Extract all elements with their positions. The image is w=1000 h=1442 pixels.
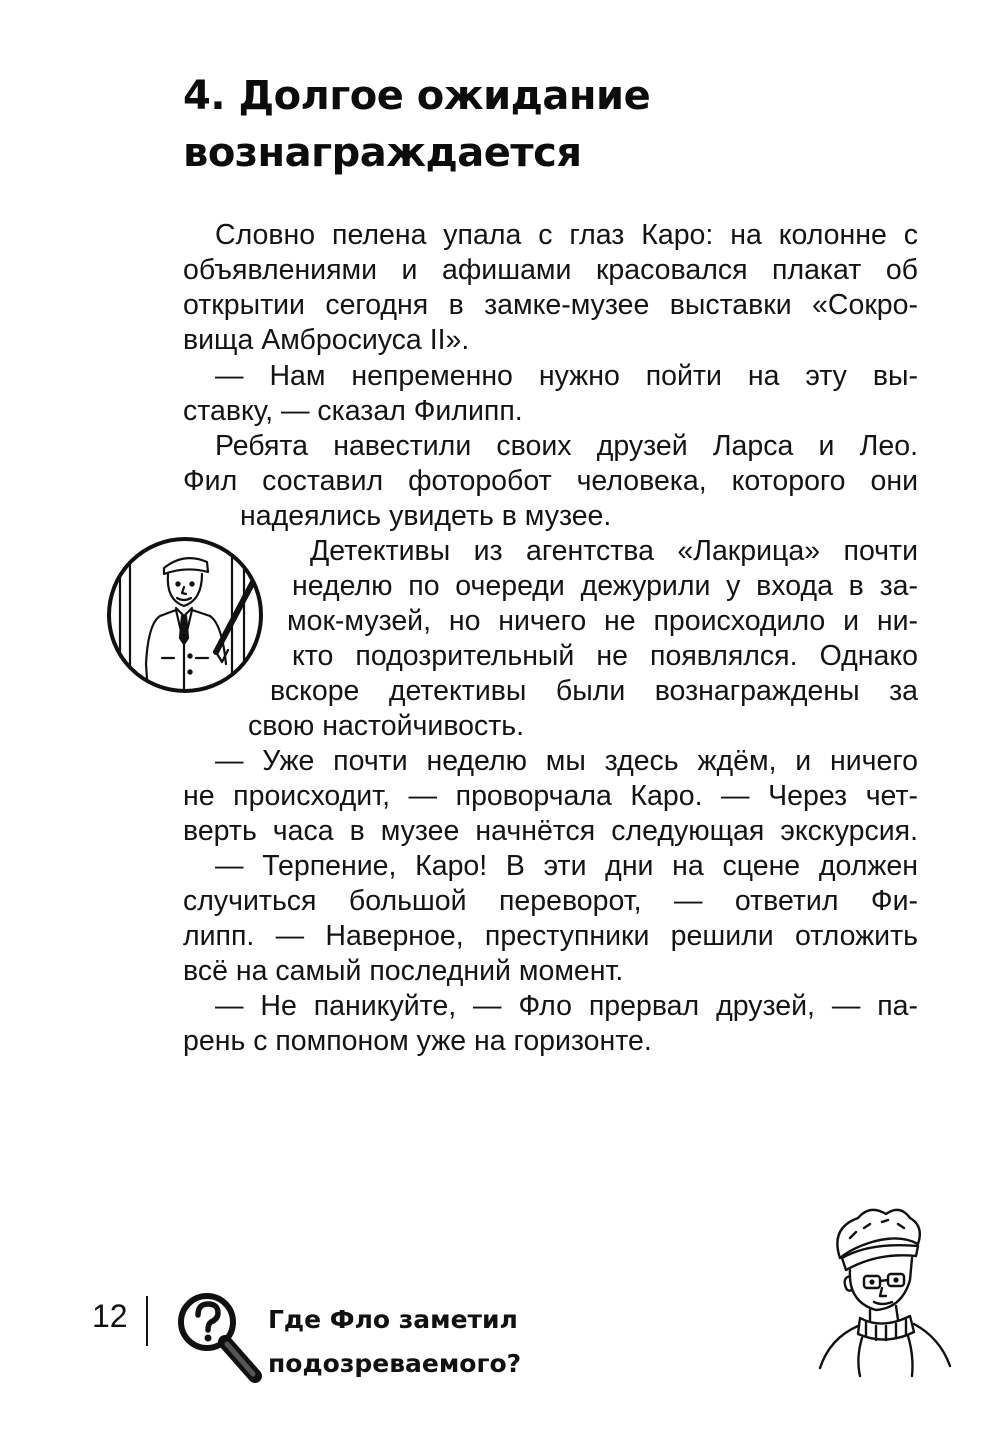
body-line: мок-музей, но ничего не происходило и ни- bbox=[287, 605, 918, 637]
body-line: верть часа в музее начнётся следующая экскурсия. bbox=[183, 815, 918, 847]
body-line: открытии сегодня в замке-музее выставки «Сокро- bbox=[183, 289, 918, 321]
body-line: рень с помпоном уже на горизонте. bbox=[183, 1025, 652, 1057]
body-line: — Нам непременно нужно пойти на эту вы- bbox=[215, 360, 918, 392]
body-line: объявлениями и афишами красовался плакат об bbox=[183, 254, 918, 286]
body-line: — Терпение, Каро! В эти дни на сцене должен bbox=[215, 850, 918, 882]
body-line: — Уже почти неделю мы здесь ждём, и ничего bbox=[215, 745, 918, 777]
question-line-1: Где Фло заметил bbox=[268, 1305, 518, 1334]
body-line: не происходит, — проворчала Каро. — Через чет- bbox=[183, 780, 918, 812]
body-line: вскоре детективы были вознаграждены за bbox=[270, 675, 918, 707]
body-line: Словно пелена упала с глаз Каро: на колонне с bbox=[215, 219, 918, 251]
body-line: свою настойчивость. bbox=[248, 710, 525, 742]
body-line: неделю по очереди дежурили у входа в за- bbox=[292, 570, 918, 602]
body-line: всё на самый последний момент. bbox=[183, 955, 624, 987]
chapter-title bbox=[183, 68, 943, 182]
flo-character-illustration bbox=[800, 1198, 960, 1378]
body-line: кто подозрительный не появлялся. Однако bbox=[292, 640, 918, 672]
footer-divider bbox=[146, 1296, 148, 1346]
question-line-2: подозреваемого? bbox=[268, 1349, 522, 1378]
question-text bbox=[268, 1298, 668, 1386]
page-number: 12 bbox=[92, 1298, 128, 1334]
body-line: — Не паникуйте, — Фло прервал друзей, — па- bbox=[215, 990, 918, 1022]
body-line: Детективы из агентства «Лакрица» почти bbox=[310, 535, 918, 567]
body-line: Ребята навестили своих друзей Ларса и Лео. bbox=[215, 430, 918, 462]
body-line: случиться большой переворот, — ответил Фи- bbox=[183, 885, 918, 917]
body-line: вища Амбросиуса II». bbox=[183, 324, 470, 356]
chapter-title-line-1: 4. Долгое ожидание bbox=[183, 73, 651, 119]
magnifier-question-icon bbox=[175, 1290, 265, 1385]
body-line: ставку, — сказал Филипп. bbox=[183, 395, 523, 427]
body-line: липп. — Наверное, преступники решили отложить bbox=[183, 920, 918, 952]
body-line: надеялись увидеть в музее. bbox=[240, 500, 612, 532]
chapter-title-line-2: вознаграждается bbox=[183, 130, 582, 176]
body-line: Фил составил фоторобот человека, которого они bbox=[183, 465, 918, 497]
suspect-portrait-illustration bbox=[104, 534, 266, 696]
